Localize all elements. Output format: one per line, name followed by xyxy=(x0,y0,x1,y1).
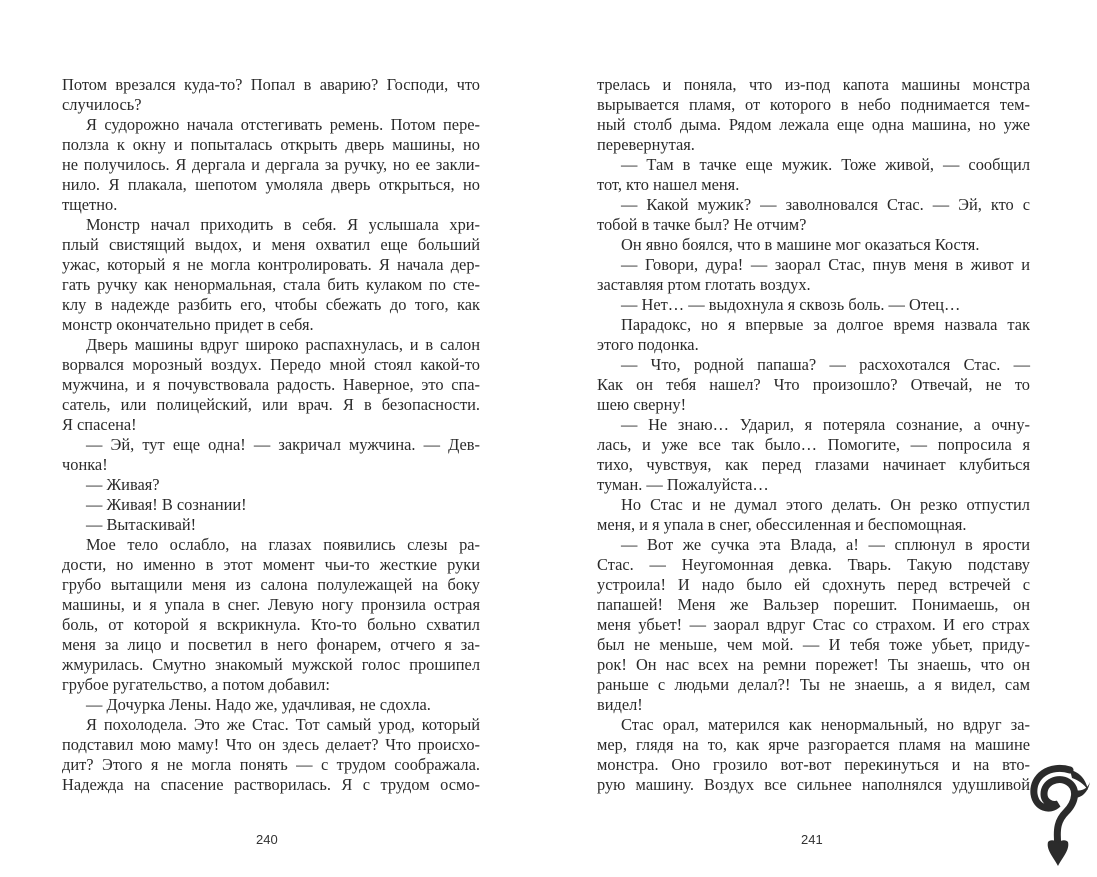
text-line: Я похолодела. Это же Стас. Тот самый урод, который xyxy=(86,715,480,734)
text-line: меня за лицо и посветил в него фонарем, отчего я за- xyxy=(62,635,480,654)
text-line: чонка! xyxy=(62,455,108,474)
text-line: ворвался морозный воздух. Передо мной стоял какой-то xyxy=(62,355,480,374)
text-line: нило. Я плакала, шепотом умоляла дверь открыться, но xyxy=(62,175,480,194)
text-line: трелась и поняла, что из-под капота машины монстра xyxy=(597,75,1030,94)
text-line: случилось? xyxy=(62,95,142,114)
text-line: подставил мою маму! Что он здесь делает? Что происхо- xyxy=(62,735,480,754)
text-line: Мое тело ослабло, на глазах появились слезы ра- xyxy=(86,535,480,554)
text-line: мужчина, и я почувствовала радость. Наверное, это спа- xyxy=(62,375,480,394)
text-line: ползла к окну и попыталась открыть дверь машины, но xyxy=(62,135,480,154)
page-text xyxy=(62,75,480,795)
text-line: Он явно боялся, что в машине мог оказаться Костя. xyxy=(621,235,980,254)
text-line: этого подонка. xyxy=(597,335,699,354)
text-line: рую машину. Воздух все сильнее наполнялся удушливой xyxy=(597,775,1030,794)
text-line: тщетно. xyxy=(62,195,118,214)
page-text xyxy=(597,75,1030,795)
text-line: ужас, который я не могла контролировать. Я начала дер- xyxy=(62,255,480,274)
page-number: 240 xyxy=(256,832,278,847)
text-line: — Эй, тут еще одна! — закричал мужчина. — Дев- xyxy=(86,435,480,454)
text-line: дит? Этого я не могла понять — с трудом соображала. xyxy=(62,755,480,774)
text-line: папашей! Меня же Вальзер порешит. Понимаешь, он xyxy=(597,595,1030,614)
text-line: плый свистящий выдох, и меня охватил еще больший xyxy=(62,235,480,254)
text-line: тот, кто нашел меня. xyxy=(597,175,740,194)
page-number: 241 xyxy=(801,832,823,847)
text-line: тобой в тачке был? Не отчим? xyxy=(597,215,807,234)
text-line: шею сверну! xyxy=(597,395,687,414)
text-line: Монстр начал приходить в себя. Я услышала хри- xyxy=(86,215,480,234)
text-line: грубое ругательство, а потом добавил: xyxy=(62,675,330,694)
text-line: был не меньше, чем мой. — И тебя тоже убьет, приду- xyxy=(597,635,1030,654)
text-line: — Что, родной папаша? — расхохотался Стас. — xyxy=(621,355,1030,374)
left-page xyxy=(0,0,548,877)
text-line: Стас. — Неугомонная девка. Тварь. Такую подставу xyxy=(597,555,1030,574)
text-line: тихо, чувствуя, как перед глазами начинает клубиться xyxy=(597,455,1030,474)
text-line: Надежда на спасение растворилась. Я с трудом осмо- xyxy=(62,775,480,794)
text-line: устроила! И надо было ей сдохнуть перед встречей с xyxy=(597,575,1030,594)
text-line: Я судорожно начала отстегивать ремень. Потом пере- xyxy=(86,115,480,134)
text-line: — Живая? xyxy=(86,475,160,494)
text-line: меня убьет! — заорал вдруг Стас со страхом. И его страх xyxy=(597,615,1030,634)
text-line: сатель, или полицейский, или врач. Я в безопасности. xyxy=(62,395,480,414)
text-line: видел! xyxy=(597,695,643,714)
text-line: перевернутая. xyxy=(597,135,695,154)
text-line: Дверь машины вдруг широко распахнулась, и в салон xyxy=(86,335,480,354)
text-line: меня, и я упала в снег, обессиленная и беспомощная. xyxy=(597,515,967,534)
text-line: не получилось. Я дергала и дергала за ручку, но ее закли- xyxy=(62,155,480,174)
text-line: мер, глядя на то, как ярче разгорается пламя на машине xyxy=(597,735,1030,754)
text-line: вырывается пламя, от которого в небо поднимается тем- xyxy=(597,95,1030,114)
text-line: машины, и я упала в снег. Левую ногу пронзила острая xyxy=(62,595,480,614)
text-line: — Какой мужик? — заволновался Стас. — Эй, кто с xyxy=(621,195,1030,214)
text-line: Но Стас и не думал этого делать. Он резко отпустил xyxy=(621,495,1030,514)
text-line: — Там в тачке еще мужик. Тоже живой, — сообщил xyxy=(621,155,1030,174)
text-line: Потом врезался куда-то? Попал в аварию? Господи, что xyxy=(62,75,480,94)
text-line: заставляя ртом глотать воздух. xyxy=(597,275,811,294)
text-line: Парадокс, но я впервые за долгое время назвала так xyxy=(621,315,1030,334)
text-line: гать ручку как ненормальная, стала бить кулаком по сте- xyxy=(62,275,480,294)
text-line: грубо вытащили меня из салона полулежащей на боку xyxy=(62,575,480,594)
text-line: раньше с людьми делал?! Ты не знаешь, а я видел, сам xyxy=(597,675,1030,694)
text-line: монстра. Оно грозило вот-вот перекинуться и на вто- xyxy=(597,755,1030,774)
text-line: туман. — Пожалуйста… xyxy=(597,475,769,494)
text-line: — Вытаскивай! xyxy=(86,515,197,534)
text-line: — Нет… — выдохнула я сквозь боль. — Отец… xyxy=(621,295,961,314)
text-line: Как он тебя нашел? Что произошло? Отвечай, не то xyxy=(597,375,1030,394)
text-line: боль, от которой я вскрикнула. Кто-то больно схватил xyxy=(62,615,480,634)
text-line: лась, и уже все так было… Помогите, — попросила я xyxy=(597,435,1030,454)
text-line: — Не знаю… Ударил, я потеряла сознание, а очну- xyxy=(621,415,1030,434)
text-line: жмурилась. Смутно знакомый мужской голос прошипел xyxy=(62,655,480,674)
text-line: — Дочурка Лены. Надо же, удачливая, не сдохла. xyxy=(86,695,431,714)
text-line: Я спасена! xyxy=(62,415,137,434)
right-page xyxy=(548,0,1097,877)
text-line: клу в надежде разбить его, чтобы сбежать до того, как xyxy=(62,295,480,314)
text-line: — Вот же сучка эта Влада, а! — сплюнул в ярости xyxy=(621,535,1030,554)
text-line: — Живая! В сознании! xyxy=(86,495,247,514)
text-line: рок! Он нас всех на ремни порежет! Ты знаешь, что он xyxy=(597,655,1030,674)
text-line: монстр окончательно придет в себя. xyxy=(62,315,314,334)
text-line: дости, но именно в этот момент чьи-то жесткие руки xyxy=(62,555,480,574)
text-line: ный столб дыма. Рядом лежала еще одна машина, но уже xyxy=(597,115,1030,134)
text-line: — Говори, дура! — заорал Стас, пнув меня в живот и xyxy=(621,255,1030,274)
swirl-arrow-ornament-icon xyxy=(1030,762,1092,870)
text-line: Стас орал, матерился как ненормальный, но вдруг за- xyxy=(621,715,1030,734)
